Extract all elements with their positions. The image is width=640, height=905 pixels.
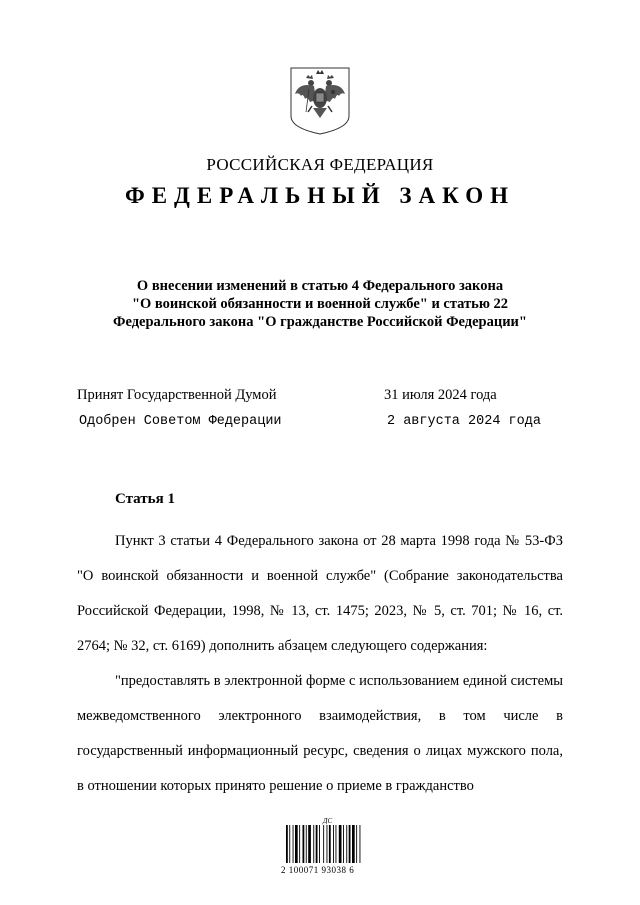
council-approval-date: 2 августа 2024 года xyxy=(387,414,541,429)
coat-of-arms-emblem xyxy=(289,66,351,136)
council-approval-label: Одобрен Советом Федерации xyxy=(79,414,282,429)
law-title xyxy=(60,277,580,331)
country-name: РОССИЙСКАЯ ФЕДЕРАЦИЯ xyxy=(206,155,434,174)
barcode xyxy=(280,815,370,865)
document-type: ФЕДЕРАЛЬНЫЙ ЗАКОН xyxy=(124,183,516,208)
barcode-tag: ДС xyxy=(323,817,333,825)
barcode-number: 2 100071 93038 6 xyxy=(281,865,355,875)
law-title-line: О внесении изменений в статью 4 Федерального закона xyxy=(136,278,504,294)
article-heading: Статья 1 xyxy=(115,491,175,507)
law-title-line: Федерального закона "О гражданстве Российской Федерации" xyxy=(113,314,527,330)
article-paragraph: Пункт 3 статьи 4 Федерального закона от 28 марта 1998 года № 53-ФЗ "О воинской обязанности и военной службе" (Собрание законодательства Российской Федерации, 1998, № 13, ст. 1475; 2023, № 5, ст. 701; № 16, ст. 2764; № 32, ст. 6169) дополнить абзацем следующего содержания: xyxy=(77,533,563,654)
duma-adoption-label: Принят Государственной Думой xyxy=(77,387,277,403)
article-body xyxy=(77,524,563,804)
article-paragraph: "предоставлять в электронной форме с использованием единой системы межведомственного электронного взаимодействия, в том числе в государственный информационный ресурс, сведения о лицах мужского пола, в отношении которых принято решение о приеме в гражданство xyxy=(77,673,563,794)
duma-adoption-date: 31 июля 2024 года xyxy=(384,387,497,403)
law-title-line: "О воинской обязанности и военной службе" и статью 22 xyxy=(131,296,509,312)
